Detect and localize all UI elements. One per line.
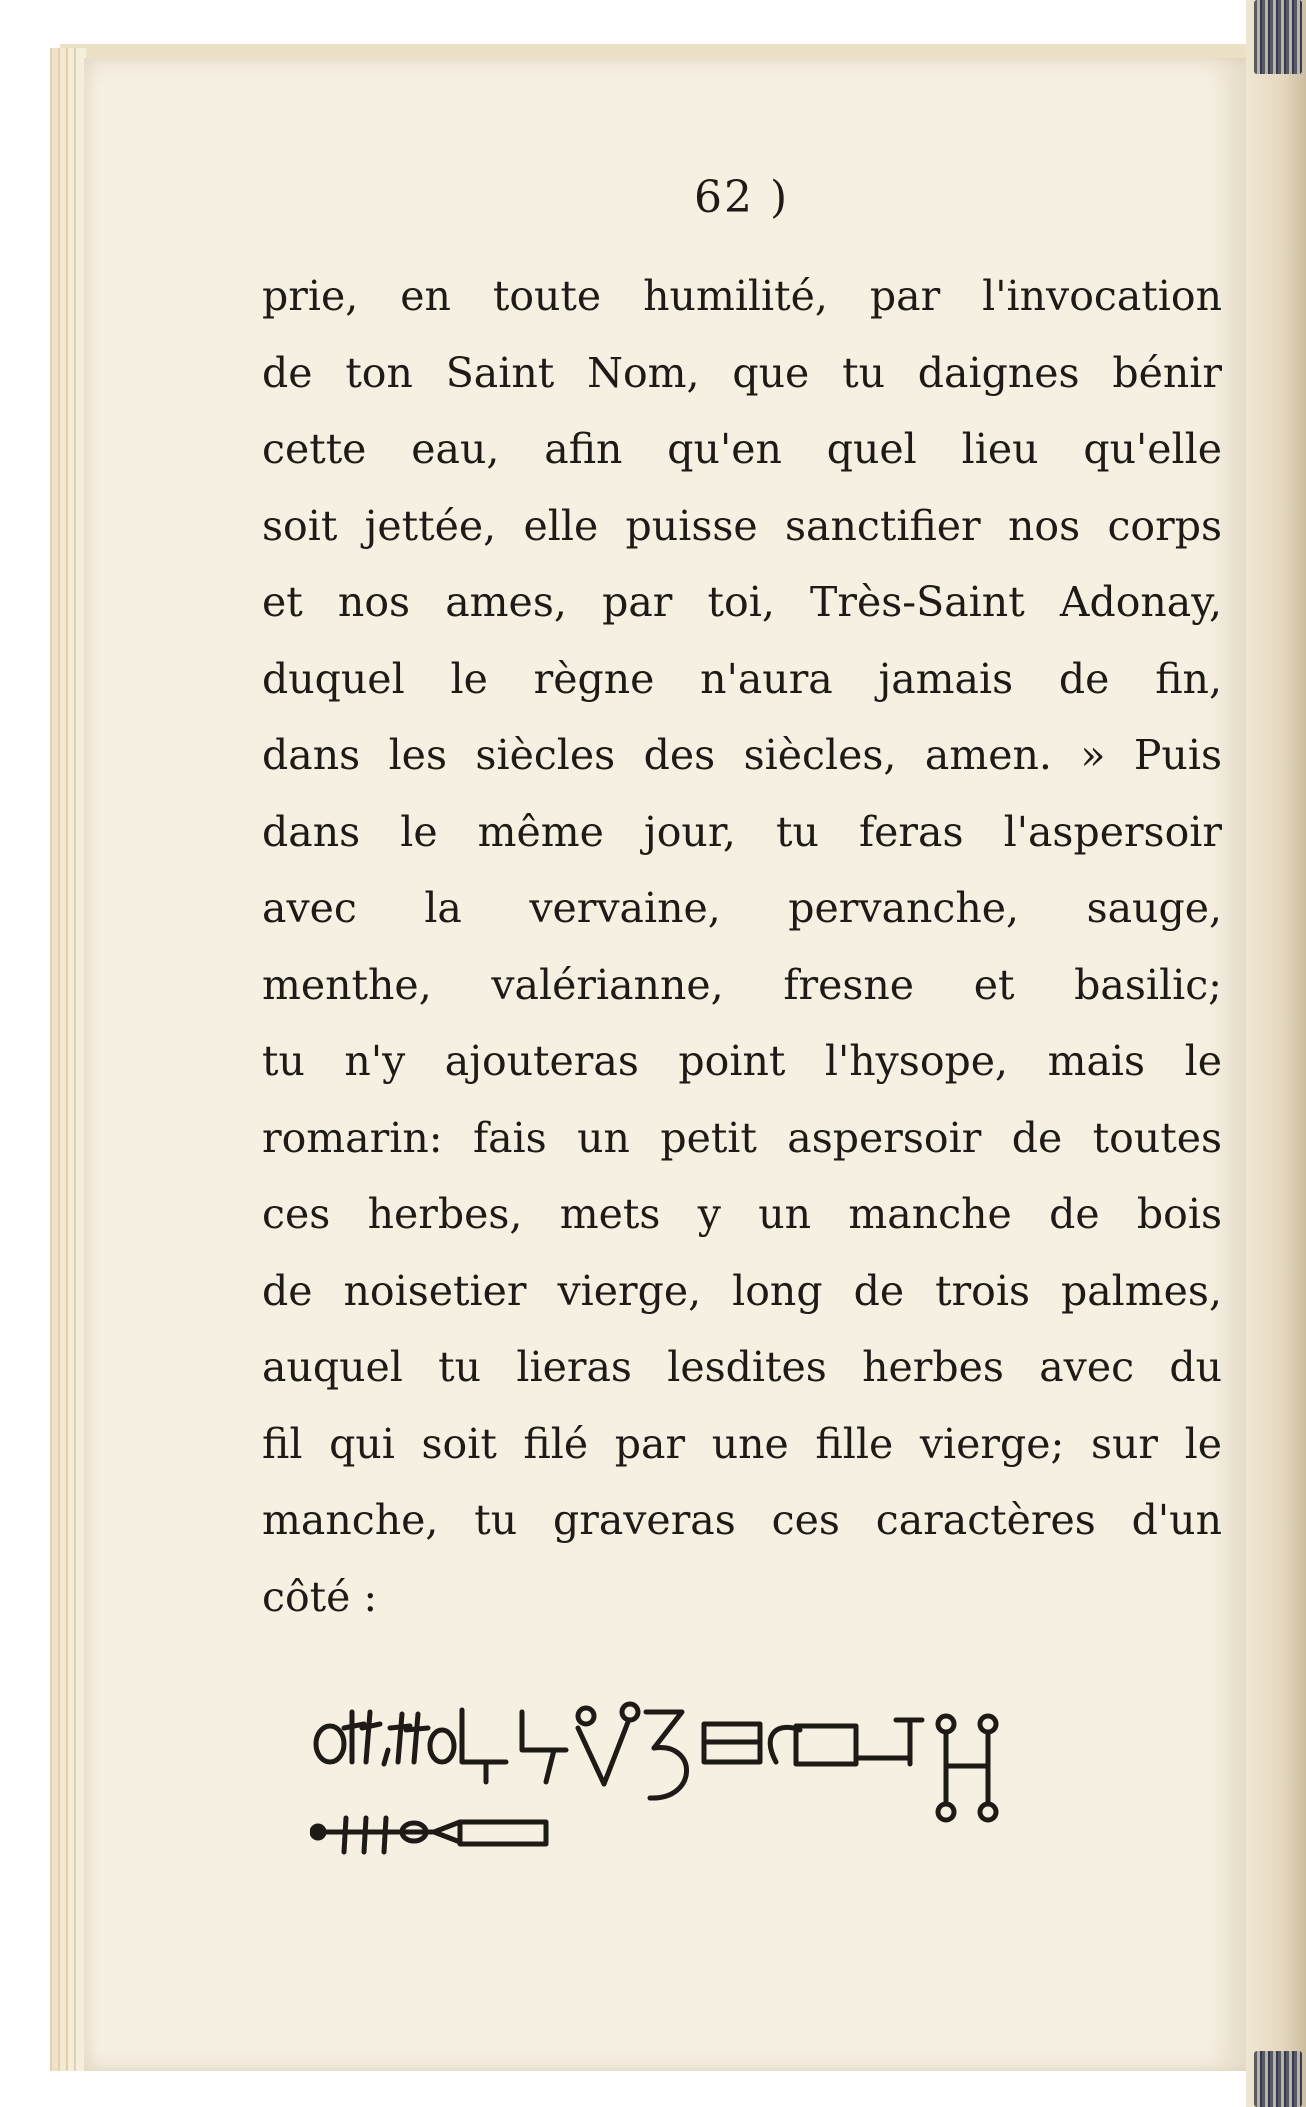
text-line: menthe, valérianne, fresne et basilic;: [262, 960, 1222, 1009]
book-spine: [1246, 0, 1306, 2107]
text-line: auquel tu lieras lesdites herbes avec du: [262, 1343, 1222, 1391]
glyph-row-2: [312, 1818, 546, 1852]
page-number: 62 ): [694, 172, 790, 223]
text-line: duquel le règne n'aura jamais de fin,: [262, 654, 1222, 703]
body-text: [262, 258, 1222, 1635]
text-line: ces herbes, mets y un manche de bois: [262, 1190, 1222, 1238]
text-line: romarin: fais un petit aspersoir de toutes: [262, 1113, 1222, 1162]
text-line: tu n'y ajouteras point l'hysope, mais le: [262, 1037, 1222, 1085]
text-line: dans les siècles des siècles, amen. » Puis: [262, 731, 1222, 779]
binding-thread-top: [1254, 0, 1302, 74]
text-line: côté :: [262, 1572, 378, 1621]
text-line: prie, en toute humilité, par l'invocation: [262, 272, 1222, 320]
text-line: soit jettée, elle puisse sanctifier nos corps: [262, 501, 1222, 550]
text-line: cette eau, afin qu'en quel lieu qu'elle: [262, 425, 1222, 473]
binding-thread-bottom: [1254, 2051, 1302, 2107]
text-line: fil qui soit filé par une fille vierge; sur le: [262, 1419, 1222, 1468]
text-line: de noisetier vierge, long de trois palmes,: [262, 1266, 1222, 1315]
text-line: avec la vervaine, pervanche, sauge,: [262, 884, 1222, 932]
text-line: de ton Saint Nom, que tu daignes bénir: [262, 348, 1222, 397]
glyph-row-1: [316, 1704, 996, 1820]
text-line: et nos ames, par toi, Très-Saint Adonay,: [262, 578, 1222, 626]
page-top-edge: [60, 44, 1250, 58]
text-line: manche, tu graveras ces caractères d'un: [262, 1496, 1222, 1544]
text-line: dans le même jour, tu feras l'aspersoir: [262, 807, 1222, 856]
magical-characters-figure: [310, 1672, 1230, 1872]
